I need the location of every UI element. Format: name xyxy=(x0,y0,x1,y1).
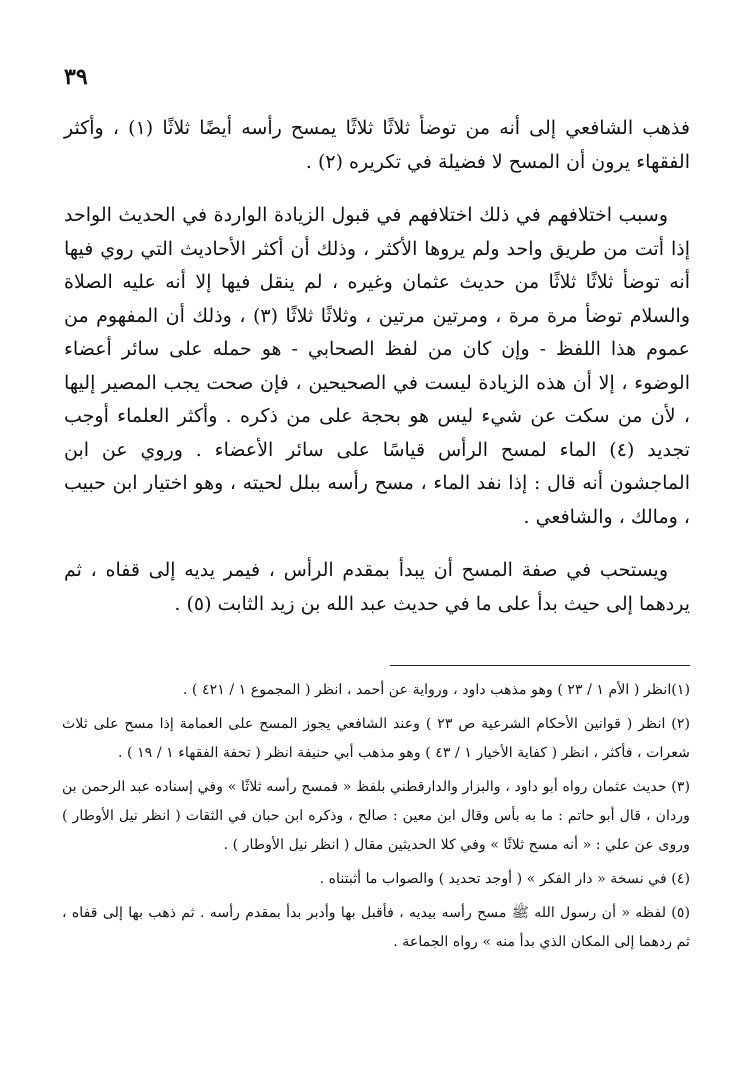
footnote-3: (٣) حديث عثمان رواه أبو داود ، والبزار والدارقطني بلفظ « فمسح رأسه ثلاثًا » وفي إسناده عبد الرحمن بن وردان ، قال أبو حاتم : ما به بأس وقال ابن معين : صالح ، وذكره ابن حبان في الثقات ( انظر نيل الأوطار ) وروى عن علي : « أنه مسح ثلاثًا » وفي كلا الحديثين مقال ( انظر نيل الأوطار ) . xyxy=(62,779,690,853)
footnote-1: (١)انظر ( الأم ١ / ٢٣ ) وهو مذهب داود ، ورواية عن أحمد ، انظر ( المجموع ١ / ٤٢١ ) . xyxy=(182,682,690,698)
footnote-5: (٥) لفظه « أن رسول الله ﷺ مسح رأسه بيديه ، فأقبل بها وأدبر بدأ بمقدم رأسه . ثم ذهب بها إلى قفاه ، ثم ردهما إلى المكان الذي بدأ منه » رواه الجماعة . xyxy=(62,905,690,950)
footnote-divider xyxy=(390,665,690,666)
footnote-4: (٤) في نسخة « دار الفكر » ( أوجد تحديد ) والصواب ما أثبتناه . xyxy=(319,871,690,887)
paragraph-2: وسبب اختلافهم في ذلك اختلافهم في قبول الزيادة الواردة في الحديث الواحد إذا أتت من طريق واحد ولم يروها الأكثر ، وذلك أن أكثر الأحاديث التي روي فيها أنه توضأ ثلاثًا ثلاثًا من حديث عثمان وغيره ، لم ينقل فيها إلا أنه عليه الصلاة والسلام توضأ مرة مرة ، ومرتين مرتين ، وثلاثًا ثلاثًا (٣) ، وذلك أن المفهوم من عموم هذا اللفظ - وإن كان من لفظ الصحابي - هو حمله على سائر أعضاء الوضوء ، إلا أن هذه الزيادة ليست في الصحيحين ، فإن صحت يجب المصير إليها ، لأن من سكت عن شيء ليس هو بحجة على من ذكره . وأكثر العلماء أوجب تجديد (٤) الماء لمسح الرأس قياسًا على سائر الأعضاء . وروي عن ابن الماجشون أنه قال : إذا نفد الماء ، مسح رأسه ببلل لحيته ، وهو اختيار ابن حبيب ، ومالك ، والشافعي . xyxy=(64,204,691,528)
main-text xyxy=(64,112,690,641)
page-number: ٣٩ xyxy=(64,64,88,90)
paragraph-3: ويستحب في صفة المسح أن يبدأ بمقدم الرأس ، فيمر يديه إلى قفاه ، ثم يردهما إلى حيث بدأ على ما في حديث عبد الله بن زيد الثابت (٥) . xyxy=(64,559,690,615)
footnotes xyxy=(62,676,690,962)
footnote-2: (٢) انظر ( قوانين الأحكام الشرعية ص ٢٣ ) وعند الشافعي يجوز المسح على العمامة إذا مسح على ثلاث شعرات ، فأكثر ، انظر ( كفاية الأخيار ١ / ٤٣ ) وهو مذهب أبي حنيفة انظر ( تحفة الفقهاء ١ / ١٩ ) . xyxy=(62,716,691,761)
paragraph-1: فذهب الشافعي إلى أنه من توضأ ثلاثًا ثلاثًا يمسح رأسه أيضًا ثلاثًا (١) ، وأكثر الفقهاء يرون أن المسح لا فضيلة في تكريره (٢) . xyxy=(64,117,690,173)
